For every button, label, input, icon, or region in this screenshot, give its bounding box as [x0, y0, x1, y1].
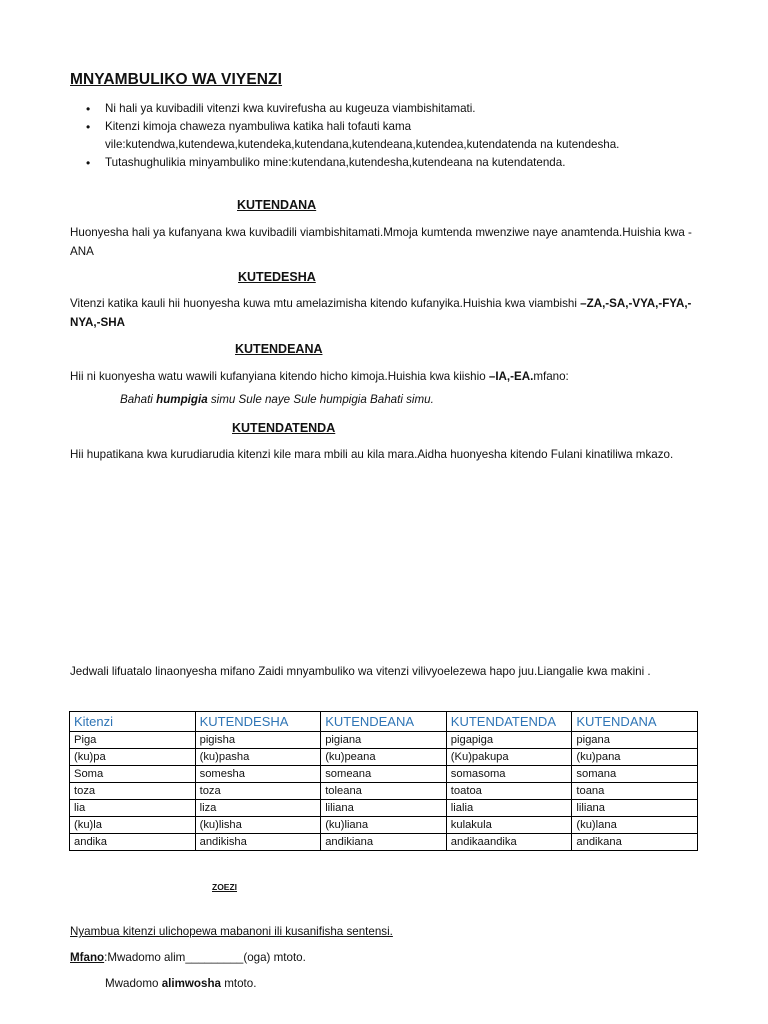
table-cell: (ku)pana: [572, 749, 698, 766]
table-cell: somana: [572, 766, 698, 783]
table-cell: (ku)peana: [321, 749, 447, 766]
column-header: Kitenzi: [70, 712, 196, 732]
table-cell: pigana: [572, 732, 698, 749]
table-cell: andikana: [572, 834, 698, 851]
table-cell: (ku)pa: [70, 749, 196, 766]
example-answer: [105, 977, 256, 990]
table-cell: toleana: [321, 783, 447, 800]
table-cell: andikisha: [195, 834, 321, 851]
table-cell: Piga: [70, 732, 196, 749]
table-cell: somasoma: [446, 766, 572, 783]
table-row: [70, 817, 698, 834]
example-label: Mfano: [70, 951, 105, 964]
table-cell: (ku)liana: [321, 817, 447, 834]
exercise-instruction: Nyambua kitenzi ulichopewa mabanoni ili kusanifisha sentensi.: [70, 925, 393, 938]
table-cell: toza: [195, 783, 321, 800]
table-header-row: [70, 712, 698, 732]
table-cell: (ku)lana: [572, 817, 698, 834]
table-row: [70, 749, 698, 766]
table-cell: andika: [70, 834, 196, 851]
example-answer-text: Mwadomo: [105, 977, 162, 990]
table-cell: pigapiga: [446, 732, 572, 749]
table-cell: somesha: [195, 766, 321, 783]
table-cell: toatoa: [446, 783, 572, 800]
section-text-after: mfano:: [533, 370, 569, 383]
section-heading-kutendana: KUTENDANA: [237, 198, 317, 212]
table-cell: liliana: [572, 800, 698, 817]
table-cell: toza: [70, 783, 196, 800]
bullet-item: • Tutashughulikia minyambuliko mine:kutendana,kutendesha,kutendeana na kutendatenda.: [86, 154, 726, 172]
suffix-list: –ZA,-SA,-VYA,-FYA,-NYA,-SHA: [70, 297, 692, 329]
table-cell: (ku)pasha: [195, 749, 321, 766]
example-sentence: [120, 393, 434, 406]
table-cell: andikiana: [321, 834, 447, 851]
table-row: [70, 732, 698, 749]
table-cell: pigiana: [321, 732, 447, 749]
table-row: [70, 766, 698, 783]
table-cell: liliana: [321, 800, 447, 817]
table-cell: pigisha: [195, 732, 321, 749]
example-prompt: [70, 951, 306, 964]
column-header: KUTENDANA: [572, 712, 698, 732]
section-text-kutendatenda: Hii hupatikana kwa kurudiarudia kitenzi kile mara mbili au kila mara.Aidha huonyesha kitendo Fulani kinatiliwa mkazo.: [70, 448, 674, 461]
table-cell: lialia: [446, 800, 572, 817]
section-heading-kutedesha: KUTEDESHA: [238, 270, 316, 284]
table-cell: toana: [572, 783, 698, 800]
table-cell: someana: [321, 766, 447, 783]
table-row: [70, 783, 698, 800]
section-text: Vitenzi katika kauli hii huonyesha kuwa mtu amelazimisha kitendo kufanyika.Huishia kwa viambishi: [70, 297, 581, 310]
table-cell: andikaandika: [446, 834, 572, 851]
example-text: simu Sule naye Sule humpigia Bahati simu.: [207, 393, 434, 406]
column-header: KUTENDATENDA: [446, 712, 572, 732]
table-cell: (ku)lisha: [195, 817, 321, 834]
table-row: [70, 834, 698, 851]
table-cell: Soma: [70, 766, 196, 783]
bullet-item: • Ni hali ya kuvibadili vitenzi kwa kuvirefusha au kugeuza viambishitamati.: [86, 100, 726, 118]
section-text-kutendana: Huonyesha hali ya kufanyana kwa kuvibadili viambishitamati.Mmoja kumtenda mwenziwe naye anamtenda.Huishia kwa -ANA: [70, 226, 692, 258]
column-header: KUTENDESHA: [195, 712, 321, 732]
verb-forms-table: [69, 711, 698, 851]
example-prompt-text: :Mwadomo alim_________(oga) mtoto.: [104, 951, 306, 964]
section-heading-kutendatenda: KUTENDATENDA: [232, 421, 336, 435]
page-title: MNYAMBULIKO WA VIYENZI: [70, 71, 283, 88]
example-answer-text: mtoto.: [220, 977, 257, 990]
table-cell: lia: [70, 800, 196, 817]
exercise-heading: ZOEZI: [212, 882, 238, 892]
table-intro: Jedwali lifuatalo linaonyesha mifano Zaidi mnyambuliko wa vitenzi vilivyoelezewa hapo juu.Liangalie kwa makini .: [70, 665, 651, 678]
example-highlight: humpigia: [156, 393, 208, 406]
bullet-item: • Kitenzi kimoja chaweza nyambuliwa katika hali tofauti kama vile:kutendwa,kutendewa,kutendeka,kutendana,kutendeana,kutendea,kutendatenda na kutendesha.: [86, 118, 726, 154]
section-text-kutedesha: [70, 295, 710, 332]
table-cell: (Ku)pakupa: [446, 749, 572, 766]
section-text: Hii ni kuonyesha watu wawili kufanyiana kitendo hicho kimoja.Huishia kwa kiishio: [70, 370, 489, 383]
table-cell: kulakula: [446, 817, 572, 834]
table-cell: liza: [195, 800, 321, 817]
section-text-kutendeana: [70, 368, 710, 387]
column-header: KUTENDEANA: [321, 712, 447, 732]
table-row: [70, 800, 698, 817]
section-heading-kutendeana: KUTENDEANA: [235, 342, 323, 356]
intro-bullet-list: [86, 100, 726, 172]
example-answer-verb: alimwosha: [161, 977, 221, 990]
suffix-list: –IA,-EA.: [488, 370, 534, 383]
example-text: Bahati: [120, 393, 157, 406]
table-cell: (ku)la: [70, 817, 196, 834]
